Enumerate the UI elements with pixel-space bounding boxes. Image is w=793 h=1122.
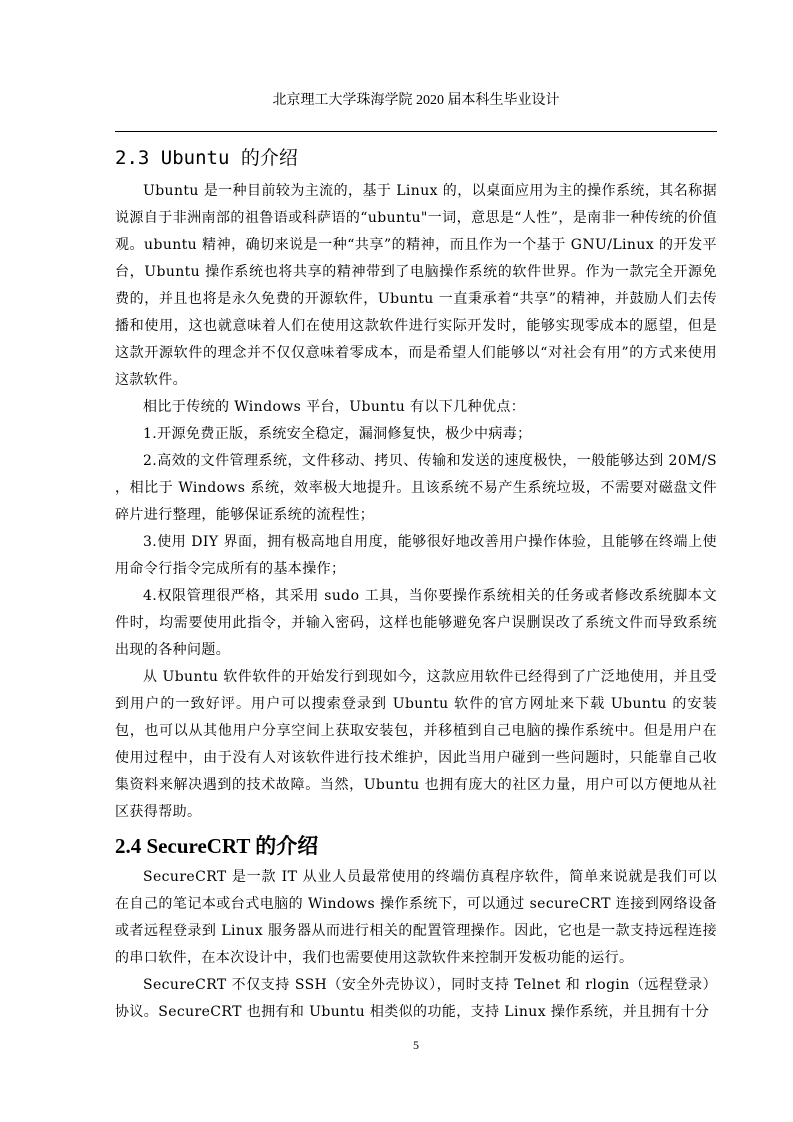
page-header: 北京理工大学珠海学院 2020 届本科生毕业设计 bbox=[272, 93, 560, 108]
section-heading-ubuntu: 2.3 Ubuntu 的介绍 bbox=[115, 147, 298, 169]
paragraph: Ubuntu 是一种目前较为主流的，基于 Linux 的，以桌面应用为主的操作系统，其名称据说源自于非洲南部的祖鲁语或科萨语的“ubuntu"一词，意思是“人性”，是南非一种传统的价值观。ubuntu 精神，确切来说是一种“共享”的精神，而且作为一个基于 GNU/Linux 的开发平台，Ubuntu 操作系统也将共享的精神带到了电脑操作系统的软件世界。作为一款完全开源免费的，并且也将是永久免费的开源软件，Ubuntu 一直秉承着“共享”的精神，并鼓励人们去传播和使用，这也就意味着人们在使用这款软件进行实际开发时，能够实现零成本的愿望，但是这款开源软件的理念并不仅仅意味着零成本，而是希望人们能够以“对社会有用”的方式来使用这款软件。 bbox=[115, 183, 717, 388]
list-item: 3.使用 DIY 界面，拥有极高地自用度，能够很好地改善用户操作体验，且能够在终端上使用命令行指令完成所有的基本操作； bbox=[115, 534, 717, 577]
page-number: 5 bbox=[413, 1038, 419, 1052]
document-body bbox=[115, 140, 717, 1026]
header-rule bbox=[115, 131, 717, 132]
paragraph: 相比于传统的 Windows 平台，Ubuntu 有以下几种优点： bbox=[143, 399, 526, 415]
paragraph: SecureCRT 是一款 IT 从业人员最常使用的终端仿真程序软件，简单来说就是我们可以在自己的笔记本或台式电脑的 Windows 操作系统下，可以通过 secureCRT 连接到网络设备或者远程登录到 Linux 服务器从而进行相关的配置管理操作。因此，它也是一款支持远程连接的串口软件，在本次设计中，我们也需要使用这款软件来控制开发板功能的运行。 bbox=[115, 869, 717, 966]
list-item: 4.权限管理很严格，其采用 sudo 工具，当你要操作系统相关的任务或者修改系统脚本文件时，均需要使用此指令，并输入密码，这样也能够避免客户误删误改了系统文件而导致系统出现的各种问题。 bbox=[115, 588, 717, 658]
list-item: 2.高效的文件管理系统，文件移动、拷贝、传输和发送的速度极快，一般能够达到 20M/S ，相比于 Windows 系统，效率极大地提升。且该系统不易产生系统垃圾，不需要对磁盘文件碎片进行整理，能够保证系统的流程性； bbox=[115, 453, 717, 523]
paragraph: 从 Ubuntu 软件软件的开始发行到现如今，这款应用软件已经得到了广泛地使用，并且受到用户的一致好评。用户可以搜索登录到 Ubuntu 软件的官方网址来下载 Ubuntu 的安装包，也可以从其他用户分享空间上获取安装包，并移植到自己电脑的操作系统中。但是用户在使用过程中，由于没有人对该软件进行技术维护，因此当用户碰到一些问题时，只能靠自己收集资料来解决遇到的技术故障。当然，Ubuntu 也拥有庞大的社区力量，用户可以方便地从社区获得帮助。 bbox=[115, 669, 717, 820]
section-heading-securecrt: 2.4 SecureCRT 的介绍 bbox=[115, 834, 319, 858]
paragraph: SecureCRT 不仅支持 SSH（安全外壳协议），同时支持 Telnet 和 rlogin（远程登录）协议。SecureCRT 也拥有和 Ubuntu 相类似的功能，支持 Linux 操作系统，并且拥有十分 bbox=[115, 977, 717, 1020]
list-item: 1.开源免费正版，系统安全稳定，漏洞修复快，极少中病毒； bbox=[143, 426, 532, 442]
